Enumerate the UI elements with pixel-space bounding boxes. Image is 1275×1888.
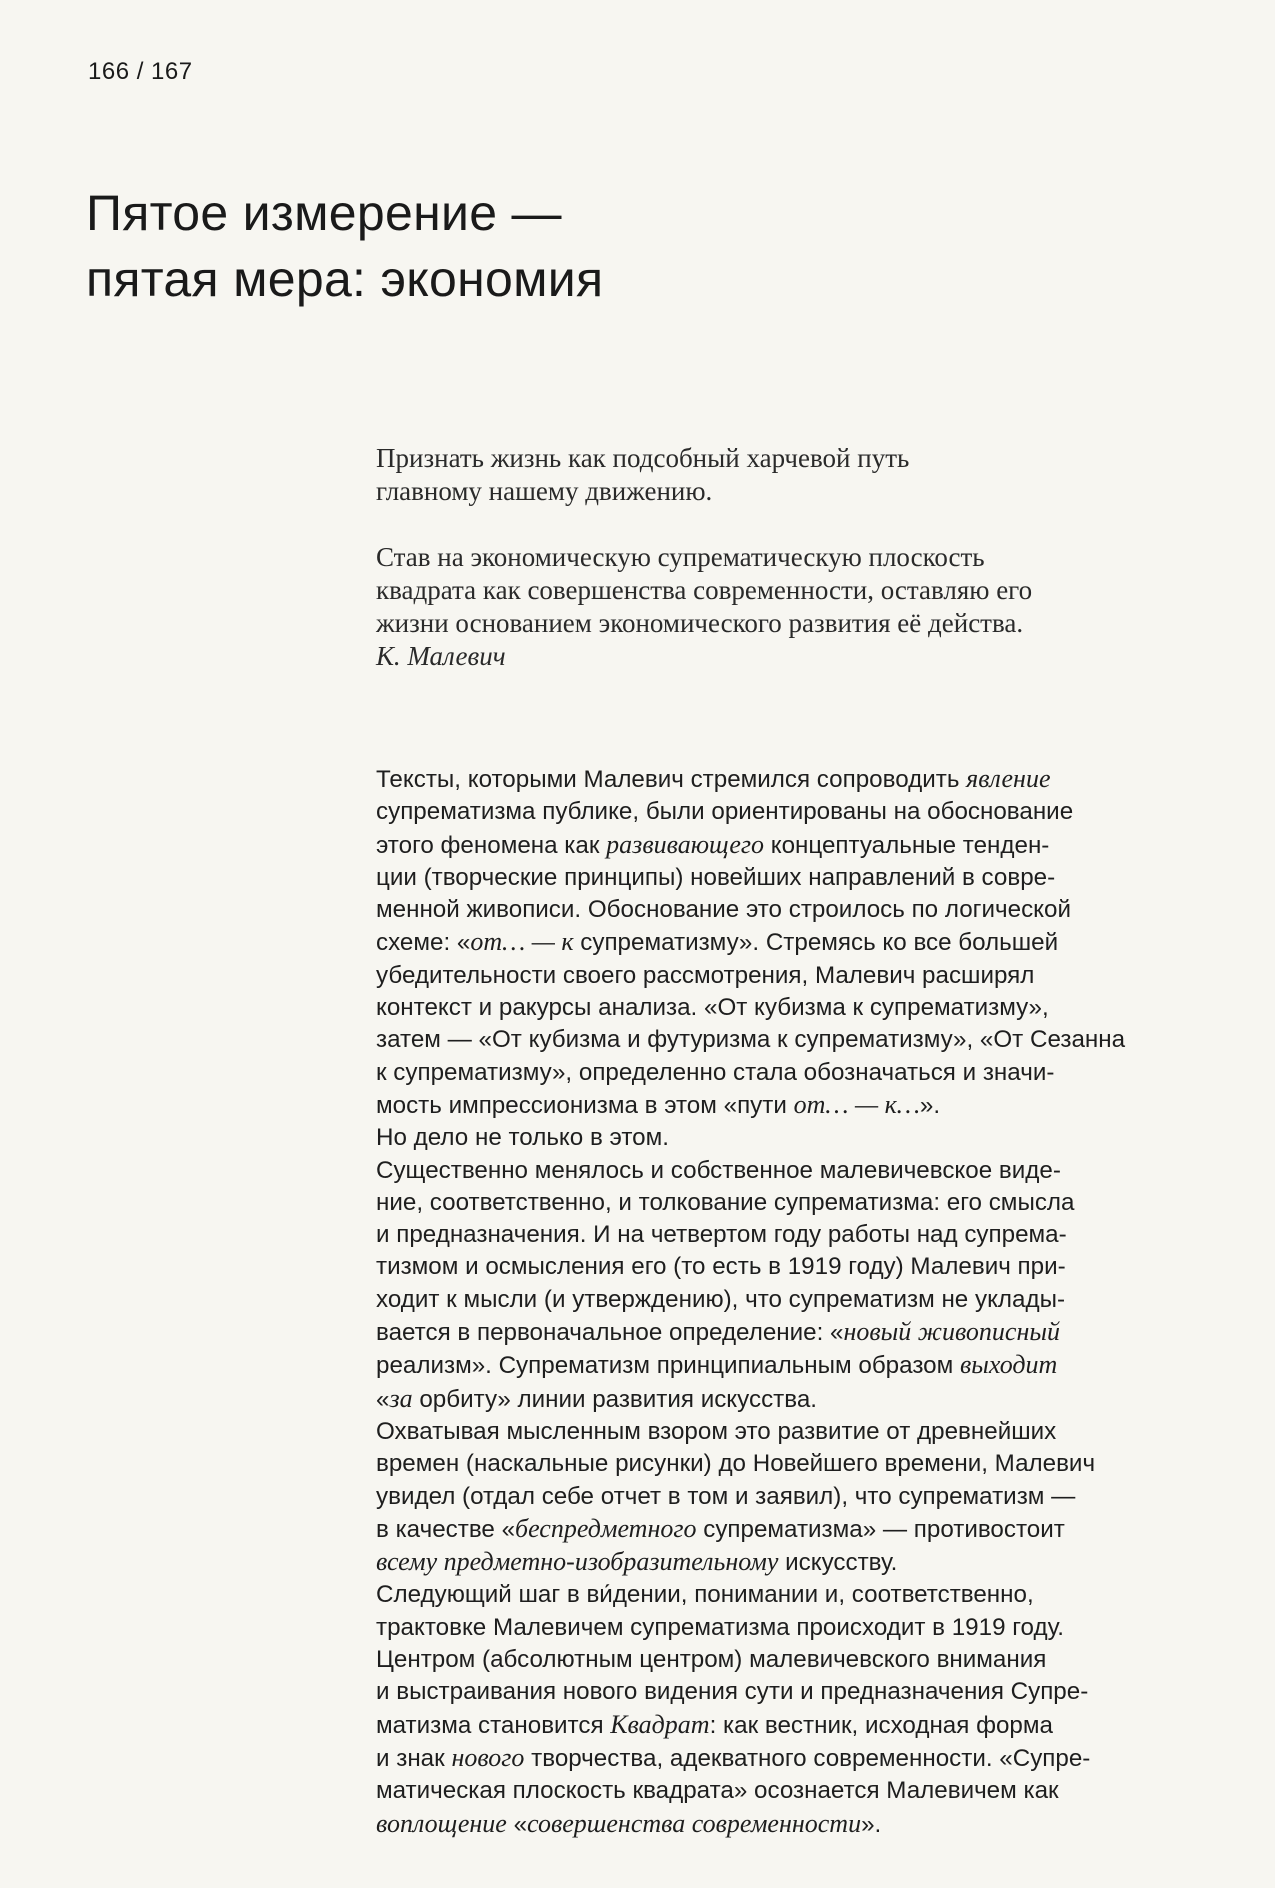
chapter-title-line-1: Пятое измерение —: [86, 185, 562, 241]
body-line: ции (творческие принципы) новейших направлений в совре-: [376, 863, 1056, 891]
body-line: Но дело не только в этом.: [376, 1124, 669, 1152]
body-line: этого феномена как развивающего концептуальные тенден-: [376, 829, 1050, 859]
body-line: и выстраивания нового видения сути и предназначения Супре-: [376, 1678, 1089, 1706]
epigraph-line: жизни основанием экономического развития её действа.: [376, 608, 1024, 638]
body-line: и знак нового творчества, адекватного современности. «Супре-: [376, 1742, 1091, 1772]
body-line: убедительности своего рассмотрения, Малевич расширял: [376, 961, 1035, 989]
body-line: трактовке Малевичем супрематизма происходит в 1919 году.: [376, 1613, 1064, 1641]
body-line: мость импрессионизма в этом «пути от… — к…».: [376, 1089, 941, 1119]
body-line: матическая плоскость квадрата» осознается Малевичем как: [376, 1777, 1059, 1805]
body-line: Охватывая мысленным взором это развитие от древнейших: [376, 1417, 1057, 1445]
body-line: в качестве «беспредметного супрематизма» — противостоит: [376, 1513, 1065, 1543]
epigraph-line: Признать жизнь как подсобный харчевой путь: [376, 443, 910, 473]
body-text: [376, 763, 1236, 1841]
body-line: ходит к мысли (и утверждению), что супрематизм не уклады-: [376, 1285, 1066, 1313]
epigraph-line: главному нашему движению.: [376, 476, 713, 506]
body-line: и предназначения. И на четвертом году работы над супрема-: [376, 1221, 1067, 1249]
chapter-title: [86, 180, 603, 312]
epigraph-line: квадрата как совершенства современности, оставляю его: [376, 575, 1033, 605]
body-line: всему предметно-изобразительному искусству.: [376, 1547, 898, 1577]
body-line: схеме: «от… — к супрематизму». Стремясь ко все большей: [376, 927, 1059, 957]
epigraph-line: Став на экономическую супрематическую плоскость: [376, 542, 985, 572]
body-line: воплощение «совершенства современности».: [376, 1808, 882, 1838]
chapter-title-line-2: пятая мера: экономия: [86, 251, 604, 307]
body-line: увидел (отдал себе отчет в том и заявил), что супрематизм —: [376, 1482, 1076, 1510]
body-line: ние, соответственно, и толкование супрематизма: его смысла: [376, 1188, 1075, 1216]
body-line: тизмом и осмысления его (то есть в 1919 году) Малевич при-: [376, 1253, 1066, 1281]
body-line: супрематизма публике, были ориентированы на обоснование: [376, 798, 1074, 826]
epigraph-author: К. Малевич: [376, 641, 506, 671]
body-line: к супрематизму», определенно стала обозначаться и значи-: [376, 1058, 1055, 1086]
page-number: 166 / 167: [88, 58, 193, 85]
body-line: менной живописи. Обоснование это строилось по логической: [376, 896, 1071, 924]
body-line: Центром (абсолютным центром) малевичевского внимания: [376, 1646, 1047, 1674]
body-line: Существенно менялось и собственное малевичевское виде-: [376, 1156, 1061, 1184]
body-line: времен (наскальные рисунки) до Новейшего времени, Малевич: [376, 1450, 1096, 1478]
body-line: контекст и ракурсы анализа. «От кубизма к супрематизму»,: [376, 994, 1049, 1022]
body-line: Следующий шаг в ви́дении, понимании и, соответственно,: [376, 1581, 1034, 1609]
epigraph-paragraph-gap: [376, 508, 1176, 541]
body-line: матизма становится Квадрат: как вестник, исходная форма: [376, 1709, 1053, 1739]
body-line: реализм». Супрематизм принципиальным образом выходит: [376, 1350, 1058, 1380]
body-line: Тексты, которыми Малевич стремился сопроводить явление: [376, 764, 1051, 793]
body-line: затем — «От кубизма и футуризма к супрематизму», «От Сезанна: [376, 1026, 1126, 1054]
epigraph: [376, 442, 1176, 673]
body-line: «за орбиту» линии развития искусства.: [376, 1383, 817, 1413]
body-line: вается в первоначальное определение: «новый живописный: [376, 1317, 1060, 1347]
